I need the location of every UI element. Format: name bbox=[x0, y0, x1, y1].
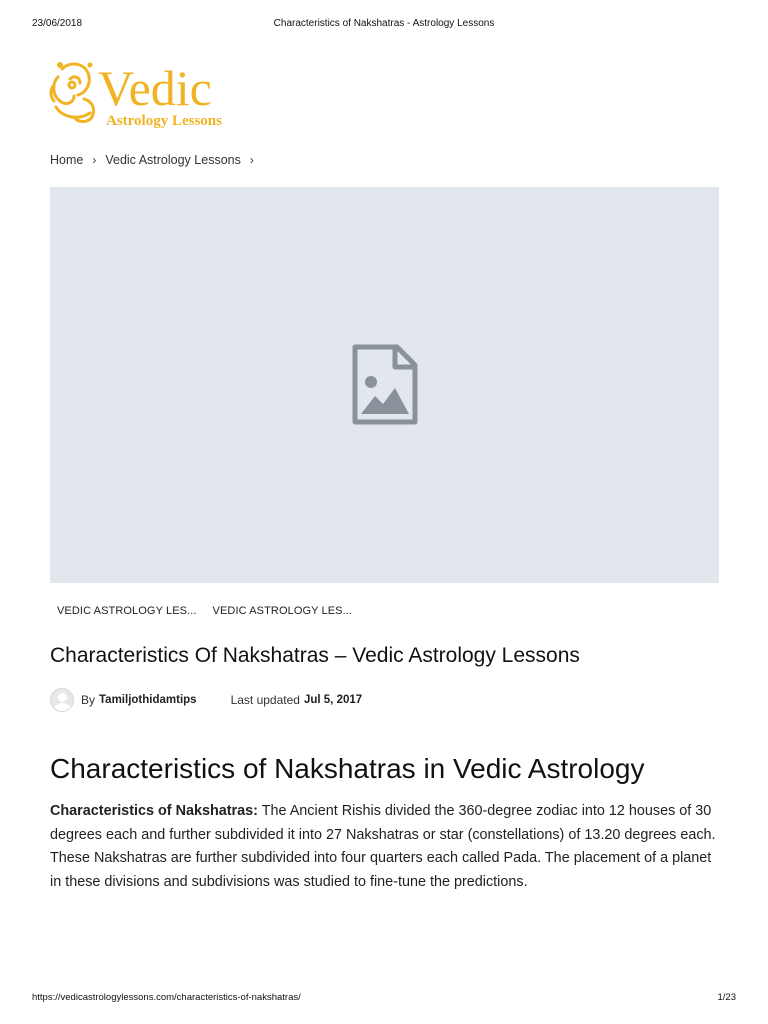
lead-bold-text: Characteristics of Nakshatras: bbox=[50, 803, 258, 819]
site-logo[interactable] bbox=[48, 55, 243, 130]
ganesha-logo-icon bbox=[48, 55, 243, 130]
chevron-right-icon: › bbox=[249, 153, 254, 167]
category-tag[interactable]: VEDIC ASTROLOGY LES... bbox=[57, 605, 197, 617]
print-header bbox=[0, 18, 768, 32]
breadcrumb-vedic-astrology-lessons[interactable]: Vedic Astrology Lessons bbox=[105, 153, 241, 167]
page-number: 1/23 bbox=[717, 992, 736, 1003]
last-updated-date: Jul 5, 2017 bbox=[303, 694, 363, 706]
article-heading: Characteristics of Nakshatras in Vedic Astrology bbox=[50, 753, 645, 784]
chevron-right-icon: › bbox=[92, 153, 97, 167]
article-paragraph bbox=[50, 800, 722, 894]
by-label: By bbox=[81, 693, 96, 707]
breadcrumb-home[interactable]: Home bbox=[50, 153, 84, 167]
author-link[interactable]: Tamiljothidamtips bbox=[99, 694, 197, 706]
category-tag[interactable]: VEDIC ASTROLOGY LES... bbox=[212, 605, 353, 617]
featured-image bbox=[50, 187, 719, 583]
image-placeholder-icon bbox=[351, 344, 419, 426]
print-url: https://vedicastrologylessons.com/characteristics-of-nakshatras/ bbox=[32, 992, 301, 1003]
post-meta bbox=[50, 688, 362, 712]
print-title: Characteristics of Nakshatras - Astrology Lessons bbox=[273, 18, 495, 29]
post-title: Characteristics Of Nakshatras – Vedic Astrology Lessons bbox=[50, 644, 580, 667]
lead-body-text: The Ancient Rishis divided the 360-degree zodiac into 12 houses of 30 degrees each and further subdivided it into 27 Nakshatras or star (constellations) of 13.20 degrees each. These Nakshatras are further subdivided into four quarters each called Pada. The placement of a planet in these divisions and subdivisions was studied to fine-tune the predictions. bbox=[50, 803, 716, 890]
print-date: 23/06/2018 bbox=[32, 18, 83, 29]
breadcrumb bbox=[50, 153, 263, 167]
category-tags bbox=[50, 605, 361, 617]
avatar[interactable] bbox=[50, 688, 74, 712]
logo-tagline: Astrology Lessons bbox=[106, 113, 222, 129]
logo-wordmark: Vedic bbox=[98, 60, 212, 116]
last-updated-label: Last updated bbox=[230, 693, 300, 707]
